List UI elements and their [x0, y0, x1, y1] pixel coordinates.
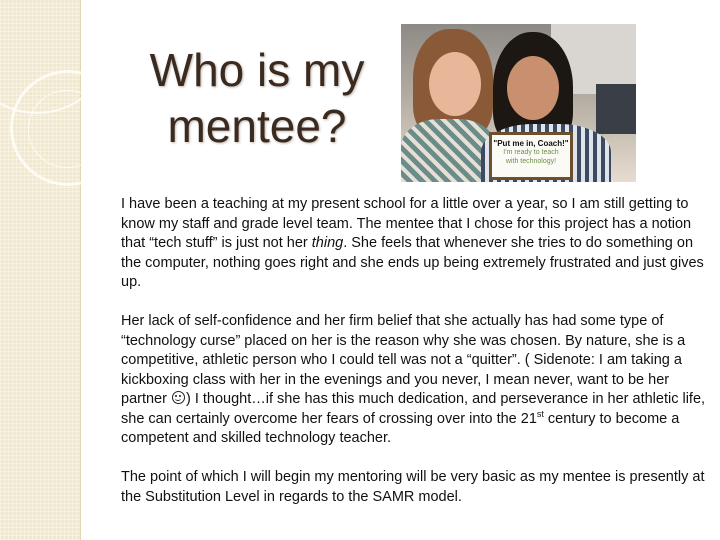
photo-held-sign — [489, 132, 573, 180]
smiley-face-icon — [172, 391, 185, 404]
paragraph-reason — [121, 312, 706, 449]
slide-body — [121, 195, 706, 527]
sign-line3: with technology! — [505, 158, 557, 165]
paragraph-starting-point: The point of which I will begin my mentoring will be very basic as my mentee is presently at the Substitution Level in regards to the SAMR model. — [121, 469, 705, 505]
paragraph-reason-text: Her lack of self-confidence and her firm belief that she actually has had some type of “technology curse” placed on her is the reason why she was chosen. By nature, she is a competitive, athletic person who I could tell was not a “quitter”. ( Sidenote: I am taking a kickboxing class with her in the evenings and you never, I mean never, want to be her partner — [121, 313, 686, 407]
slide-title-line1: Who is my — [149, 44, 365, 96]
decorative-side-panel — [0, 0, 81, 540]
mentor-mentee-photo — [401, 24, 636, 182]
paragraph-intro — [121, 195, 706, 293]
slide-title — [122, 42, 392, 154]
sign-line1: "Put me in, Coach!" — [493, 139, 569, 148]
slide-title-line2: mentee? — [167, 100, 347, 152]
sign-line2: I'm ready to teach — [503, 149, 559, 156]
ordinal-suffix: st — [536, 408, 544, 419]
person-right-face — [507, 56, 559, 120]
paragraph-intro-text: I have been a teaching at my present school for a little over a year, so I am still getting to know my staff and grade level team. The mentee that I chose for this project has a notion that “tech stuff” is just not her — [121, 196, 692, 251]
paragraph-reason-text-3: century to become a competent and skilled technology teacher. — [121, 410, 680, 446]
paragraph-reason-text-2: ) I thought…if she has this much dedication, and perseverance in her athletic life, she can certainly overcome her fears of crossing over into the 21 — [121, 391, 706, 427]
person-left-face — [429, 52, 481, 116]
photo-screen — [596, 84, 636, 134]
decorative-circle — [28, 90, 106, 168]
emphasized-word: thing — [311, 235, 344, 251]
paragraph-intro-text-end: . She feels that whenever she tries to do something on the computer, nothing goes right and she ends up being extremely frustrated and just gives up. — [121, 235, 704, 290]
